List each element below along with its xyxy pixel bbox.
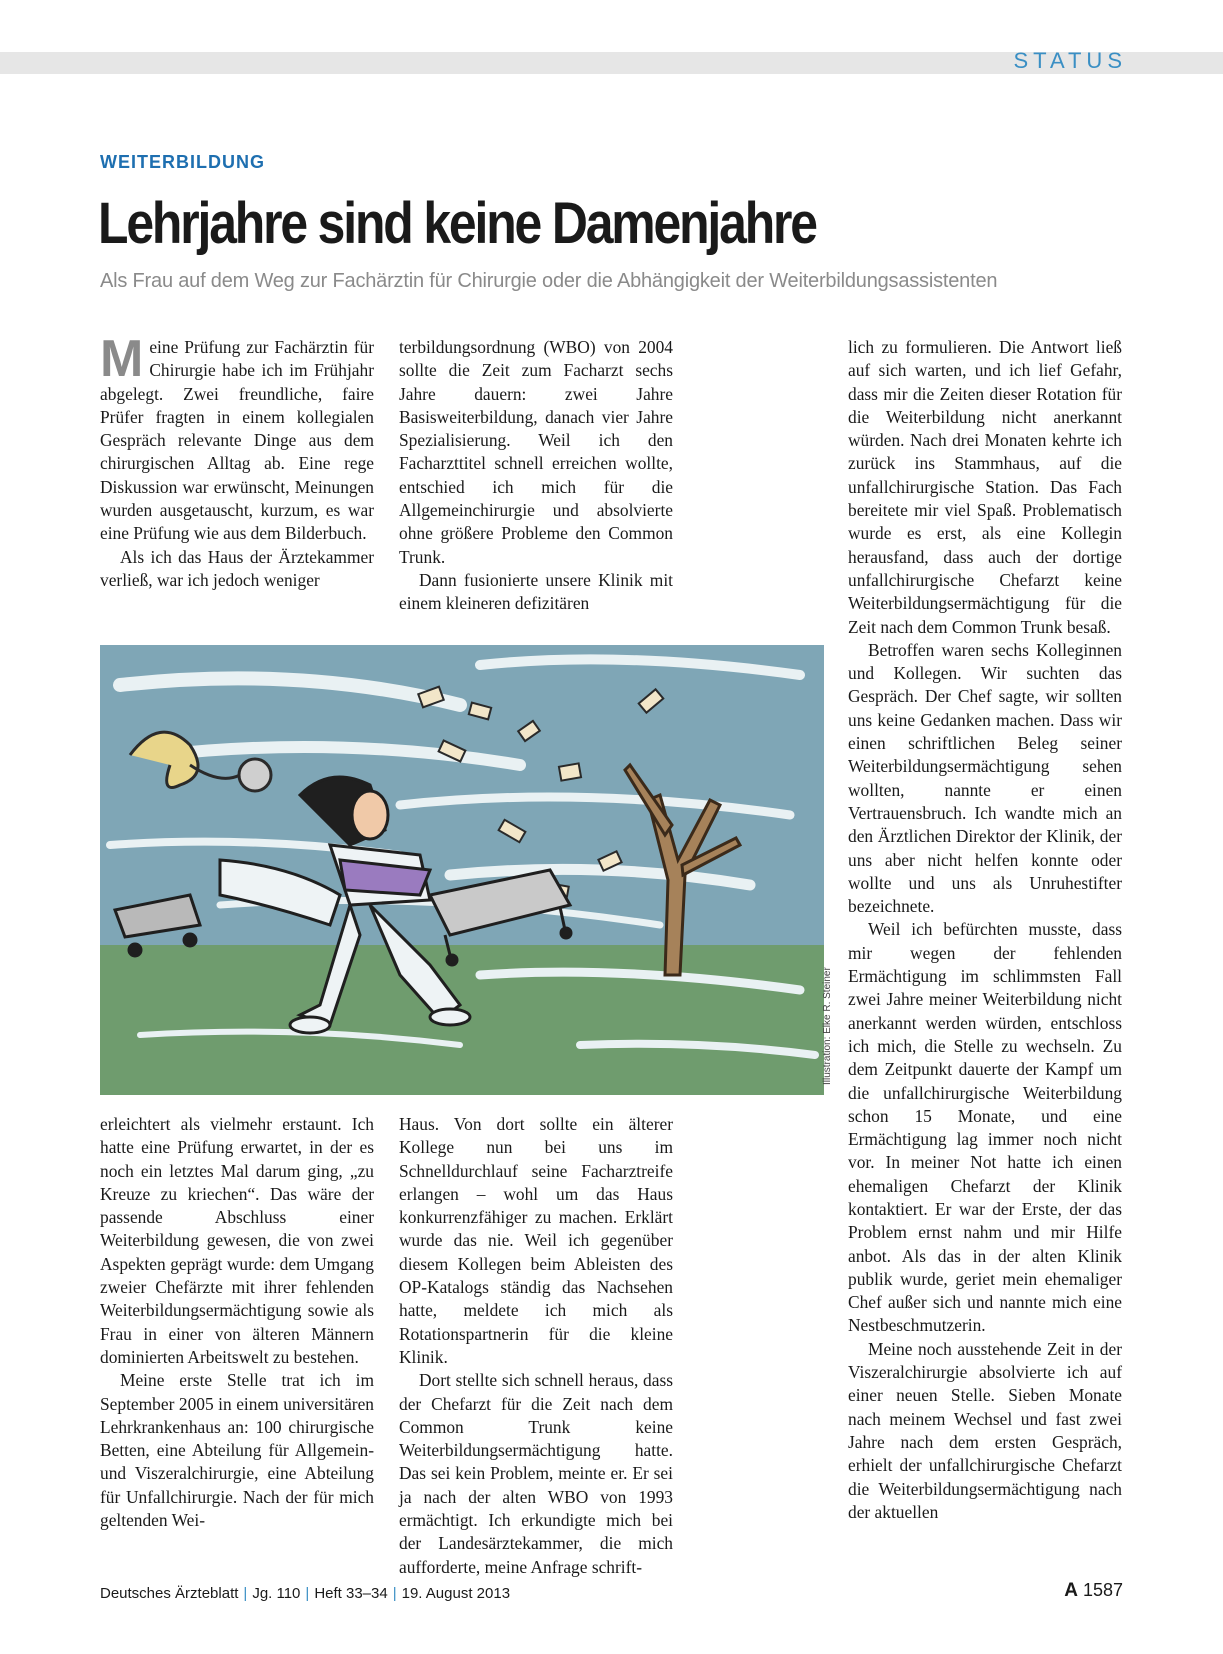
paragraph: Dann fusionierte unsere Klinik mit einem kleineren defizitären <box>399 569 673 614</box>
page-number: A 1587 <box>1064 1580 1123 1601</box>
journal-name: Deutsches Ärzteblatt <box>100 1585 239 1602</box>
section-tag: STATUS <box>1013 48 1127 73</box>
illustration-credit: Illustration: Elke R. Steiner <box>822 967 833 1085</box>
column-2-bottom <box>399 1113 673 1579</box>
paragraph: Meine erste Stelle trat ich im September 2005 in einem universitären Lehrkrankenhaus an: 100 chirurgische Betten, eine Abteilung für Allgemein- und Viszeralchirurgie, eine Abteilung für Unfallchirurgie. Nach der für mich geltenden Wei- <box>100 1370 374 1531</box>
article-kicker: WEITERBILDUNG <box>100 152 265 172</box>
volume: Jg. 110 <box>252 1585 301 1602</box>
paragraph: Weil ich befürchten musste, dass mir wegen der fehlenden Ermächtigung im schlimmsten Fall zwei Jahre meiner Weiterbildung nicht anerkannt werden würden, entschloss ich mich, die Stelle zu wechseln. Zu dem Zeitpunkt dauerte der Kampf um die unfallchirurgische Weiterbildung schon 15 Monate, und eine Ermächtigung lag immer noch nicht vor. In meiner Not hatte ich einen ehemaligen Chefarzt der Klinik kontaktiert. Er war der Erste, der das Problem ernst nahm und mir Hilfe anbot. Als das in der alten Klinik publik wurde, geriet mein ehemaliger Chef außer sich und nannte mich eine Nestbeschmutzerin. <box>848 919 1122 1336</box>
storm-illustration <box>100 645 824 1095</box>
paragraph: erleichtert als vielmehr erstaunt. Ich hatte eine Prüfung erwartet, in der es noch ein letztes Mal darum ging, „zu Kreuze zu kriechen“. Das wäre der passende Abschluss einer Weiterbildung gewesen, die von zwei Aspekten geprägt wurde: dem Umgang zweier Chefärzte mit ihrer fehlenden Weiterbildungsermächtigung sowie als Frau in einer von älteren Männern dominierten Arbeitswelt zu bestehen. <box>100 1114 374 1367</box>
column-2-top <box>399 336 673 616</box>
paragraph: Meine noch ausstehende Zeit in der Viszeralchirurgie absolvierte ich auf einer neuen Stelle. Sieben Monate nach meinem Wechsel und fast zwei Jahre nach dem ersten Gespräch, erhielt der unfallchirurgische Chefarzt die Weiterbildungsermächtigung nach der aktuellen <box>848 1338 1122 1522</box>
paragraph: Betroffen waren sechs Kolleginnen und Kollegen. Wir suchten das Gespräch. Der Chef sagte, wir sollten uns keine Gedanken machen. Dass wir einen schriftlichen Beleg seiner Weiterbildungsermächtigung sehen wollten, nannte er einen Vertrauensbruch. Ich wandte mich an den Ärztlichen Direktor der Klinik, der uns aber nicht helfen konnte oder wollte und uns als Unruhestifter bezeichnete. <box>848 639 1122 917</box>
paragraph: lich zu formulieren. Die Antwort ließ auf sich warten, und ich lief Gefahr, dass mir die Zeiten dieser Rotation für die Weiterbildung nicht anerkannt würden. Nach drei Monaten kehrte ich zurück ins Stammhaus, auf die unfallchirurgische Station. Das Fach bereitete mir viel Spaß. Problematisch wurde es erst, als eine Kollegin herausfand, dass auch der dortige unfallchirurgische Chefarzt keine Weiterbildungsermächtigung für die Zeit nach dem Common Trunk besaß. <box>848 337 1122 637</box>
paragraph: Haus. Von dort sollte ein älterer Kollege nun bei uns im Schnelldurchlauf seine Facharztreife erlangen – wohl um das Haus konkurrenzfähiger zu machen. Erklärt wurde das nie. Weil ich gegenüber diesem Kollegen beim Ableisten des OP-Katalogs ständig das Nachsehen hatte, meldete ich mich als Rotationspartnerin für die kleine Klinik. <box>399 1114 673 1367</box>
paragraph: Dort stellte sich schnell heraus, dass der Chefarzt für die Zeit nach dem Common Trunk keine Weiterbildungsermächtigung hatte. Das sei kein Problem, meinte er. Er sei ja nach der alten WBO von 1993 ermächtigt. Ich erkundigte mich bei der Landesärztekammer, die mich aufforderte, meine Anfrage schrift- <box>399 1370 673 1577</box>
issue: Heft 33–34 <box>314 1585 388 1602</box>
paragraph: Meine Prüfung zur Fachärztin für Chirurgie habe ich im Frühjahr abgelegt. Zwei freundliche, faire Prüfer fragten in einem kollegialen Gespräch relevante Dinge aus dem chirurgischen Alltag ab. Eine rege Diskussion war erwünscht, Meinungen wurden ausgetauscht, kurzum, es war eine Prüfung wie aus dem Bilderbuch. <box>100 330 374 544</box>
drop-cap: M <box>100 330 144 388</box>
date: 19. August 2013 <box>401 1585 511 1602</box>
paragraph: Als ich das Haus der Ärztekammer verließ, war ich jedoch weniger <box>100 546 374 590</box>
column-1-bottom <box>100 1113 374 1532</box>
column-3 <box>848 336 1122 1524</box>
footer-citation: Deutsches Ärzteblatt | Jg. 110 | Heft 33–34 | 19. August 2013 <box>100 1585 511 1602</box>
page-prefix: A <box>1064 1580 1078 1601</box>
column-1-top <box>100 330 374 592</box>
article-title: Lehrjahre sind keine Damenjahre <box>98 191 816 256</box>
paragraph: terbildungsordnung (WBO) von 2004 sollte die Zeit zum Facharzt sechs Jahre dauern: zwei Jahre Basisweiterbildung, danach vier Jahre Spezialisierung. Weil ich den Facharzttitel schnell erreichen wollte, entschied ich mich für die Allgemeinchirurgie und absolvierte ohne größere Probleme den Common Trunk. <box>399 337 673 567</box>
article-subtitle: Als Frau auf dem Weg zur Fachärztin für Chirurgie oder die Abhängigkeit der Weiterbildungsassistenten <box>100 270 998 292</box>
